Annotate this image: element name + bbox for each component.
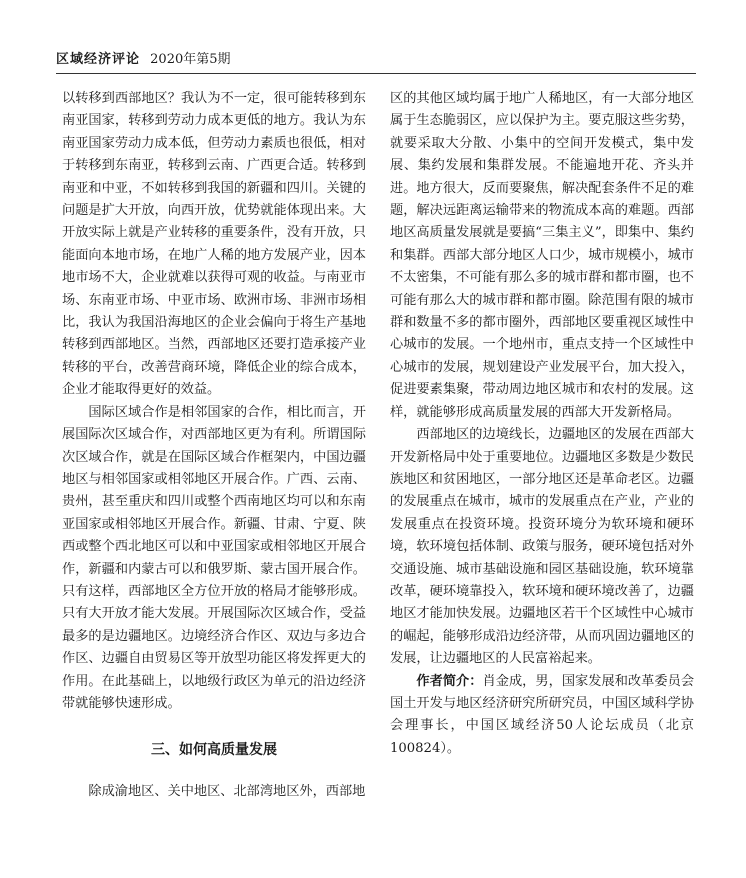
paragraph: 以转移到西部地区？我认为不一定，很可能转移到东南亚国家，转移到劳动力成本更低的地方。我认为东南亚国家劳动力成本低，但劳动力素质也很低，相对于转移到东南亚，转移到云南、广西更合适。转移到南亚和中亚，不如转移到我国的新疆和四川。关键的问题是扩大开放，向西开放，优势就能体现出来。大开放实际上就是产业转移的重要条件，没有开放，只能面向本地市场，在地广人稀的地方发展产业，因本地市场不大，企业就难以获得可观的收益。与南亚市场、东南亚市场、中亚市场、欧洲市场、非洲市场相比，我认为我国沿海地区的企业会偏向于将生产基地转移到西部地区。当然，西部地区还要打造承接产业转移的平台，改善营商环境，降低企业的综合成本，企业才能取得更好的效益。 <box>62 91 366 398</box>
paragraph: 区的其他区域均属于地广人稀地区，有一大部分地区属于生态脆弱区，应以保护为主。要克服这些劣势，就要采取大分散、小集中的空间开发模式，集中发展、集约发展和集群发展。不能遍地开花、齐头并进。地方很大，反而要聚焦，解决配套条件不足的难题，解决远距离运输带来的物流成本高的难题。西部地区高质量发展就是要搞“三集主义”，即集中、集约和集群。西部大部分地区人口少，城市规模小，城市不太密集，不可能有那么多的城市群和都市圈，也不可能有那么大的城市群和都市圈。除范围有限的城市群和数量不多的都市圈外，西部地区要重视区域性中心城市的发展。一个地州市，重点支持一个区域性中心城市的发展，规划建设产业发展平台，加大投入，促进要素集聚，带动周边地区城市和农村的发展。这样，就能够形成高质量发展的西部大开发新格局。 <box>390 91 694 420</box>
author-bio-label: 作者简介： <box>416 673 483 689</box>
right-column <box>390 88 708 760</box>
section-heading: 三、如何高质量发展 <box>151 742 277 759</box>
left-column <box>62 88 366 804</box>
paragraph: 除成渝地区、关中地区、北部湾地区外，西部地 <box>88 784 366 800</box>
journal-title: 区域经济评论 <box>56 52 141 67</box>
author-bio <box>390 671 708 761</box>
running-header <box>56 52 696 68</box>
paragraph: 西部地区的边境线长，边疆地区的发展在西部大开发新格局中处于重要地位。边疆地区多数是少数民族地区和贫困地区，一部分地区还是革命老区。边疆的发展重点在城市，城市的发展重点在产业，产业的发展重点在投资环境。投资环境分为软环境和硬环境，软环境包括体制、政策与服务，硬环境包括对外交通设施、城市基础设施和园区基础设施，软环境靠改革，硬环境靠投入，软环境和硬环境改善了，边疆地区才能加快发展。边疆地区若干个区域性中心城市的崛起，能够形成沿边经济带，从而巩固边疆地区的发展，让边疆地区的人民富裕起来。 <box>390 427 694 667</box>
issue-number: 2020年第5期 <box>150 52 231 67</box>
header-divider <box>56 73 696 74</box>
paragraph: 国际区域合作是相邻国家的合作，相比而言，开展国际次区域合作，对西部地区更为有利。所谓国际次区域合作，就是在国际区域合作框架内，中国边疆地区与相邻国家或相邻地区开展合作。广西、云南、贵州，甚至重庆和四川或整个西南地区均可以和东南亚国家或相邻地区开展合作。新疆、甘肃、宁夏、陕西或整个西北地区可以和中亚国家或相邻地区开展合作，新疆和内蒙古可以和俄罗斯、蒙古国开展合作。只有这样，西部地区全方位开放的格局才能够形成。只有大开放才能大发展。开展国际次区域合作，受益最多的是边疆地区。边境经济合作区、双边与多边合作区、边疆自由贸易区等开放型功能区将发挥更大的作用。在此基础上，以地级行政区为单元的沿边经济带就能够快速形成。 <box>62 404 366 711</box>
author-bio-text: 肖金成，男，国家发展和改革委员会国土开发与地区经济研究所研究员，中国区域科学协会理事长，中国区域经济50人论坛成员（北京 100824）。 <box>390 673 708 756</box>
